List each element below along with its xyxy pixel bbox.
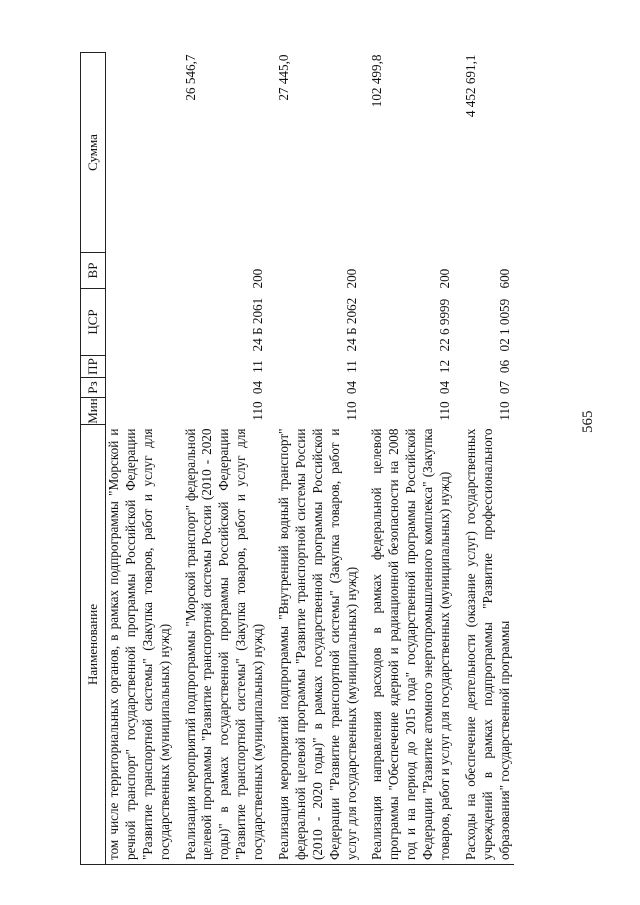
row-csr: 24 Б 2061 [250,297,266,352]
table-row [183,53,276,865]
table-header-row [81,53,106,865]
row-vr: 200 [250,268,266,289]
row-min [106,398,183,425]
header-min: Мин [81,398,106,425]
row-rz: 07 [496,380,512,395]
header-name: Наименование [81,425,106,865]
row-vr [106,253,183,289]
row-min: 110 [437,401,453,421]
row-rz [106,378,183,398]
table-row [463,53,514,865]
row-min: 110 [250,401,266,421]
header-vr: ВР [81,253,106,289]
row-name: Реализация мероприятий подпрограммы "Внутренний водный транспорт" федеральной целевой программы "Развитие транспортной системы России (2010 - 2020 годы)" в рамках государственной программы Российской Федерации "Развитие транспортной системы" (Закупка товаров, работ и услуг для государственных (муниципальных) нужд) [276,425,369,865]
row-rz: 04 [250,380,266,395]
row-csr [106,289,183,356]
row-sum: 102 499,8 [369,54,385,108]
header-sum: Сумма [81,53,106,253]
page-number: 565 [580,410,596,433]
row-pr: 11 [250,360,266,373]
row-vr: 200 [343,268,359,289]
row-pr: 11 [343,360,359,373]
header-pr: ПР [81,356,106,378]
row-pr: 12 [437,359,453,374]
row-name: Реализация мероприятий подпрограммы "Морской транспорт" федеральной целевой программы "Развитие транспортной системы России (2010 - 2020 годы)" в рамках государственной программы Российской Федерации "Развитие транспортной системы" (Закупка товаров, работ и услуг для государственных (муниципальных) нужд) [183,425,276,865]
row-min: 110 [496,401,512,421]
row-csr: 22 6 9999 [437,298,453,352]
row-name: том числе территориальных органов, в рамках подпрограммы "Морской и речной транспорт" государственной программы Российской Федерации "Развитие транспортной системы" (Закупка товаров, работ и услуг для государственных (муниципальных) нужд) [106,425,183,865]
row-pr [106,356,183,378]
row-name: Расходы на обеспечение деятельности (оказание услуг) государственных учреждений в рамках подпрограммы "Развитие профессионального образования" государственной программы [463,425,514,865]
table-row [369,53,462,865]
row-csr: 24 Б 2062 [343,297,359,352]
row-rz: 04 [343,380,359,395]
row-csr: 02 1 0059 [496,298,512,352]
row-sum [106,53,183,253]
table-row [106,53,183,865]
row-name: Реализация направления расходов в рамках федеральной целевой программы "Обеспечение ядерной и радиационной безопасности на 2008 год и на период до 2015 года" государственной программы Российской Федерации "Развитие атомного энергопромышленного комплекса" (Закупка товаров, работ и услуг для государственных (муниципальных) нужд) [369,425,462,865]
header-rz: Рз [81,378,106,398]
row-sum: 4 452 691,1 [462,54,478,118]
row-vr: 200 [437,268,453,289]
row-pr: 06 [496,359,512,374]
row-vr: 600 [496,268,512,289]
row-min: 110 [343,401,359,421]
budget-table [80,52,514,865]
table-row [276,53,369,865]
row-rz: 04 [437,380,453,395]
row-sum: 26 546,7 [182,54,198,101]
header-csr: ЦСР [81,289,106,356]
rotated-table-container [80,53,580,865]
row-sum: 27 445,0 [276,54,292,101]
